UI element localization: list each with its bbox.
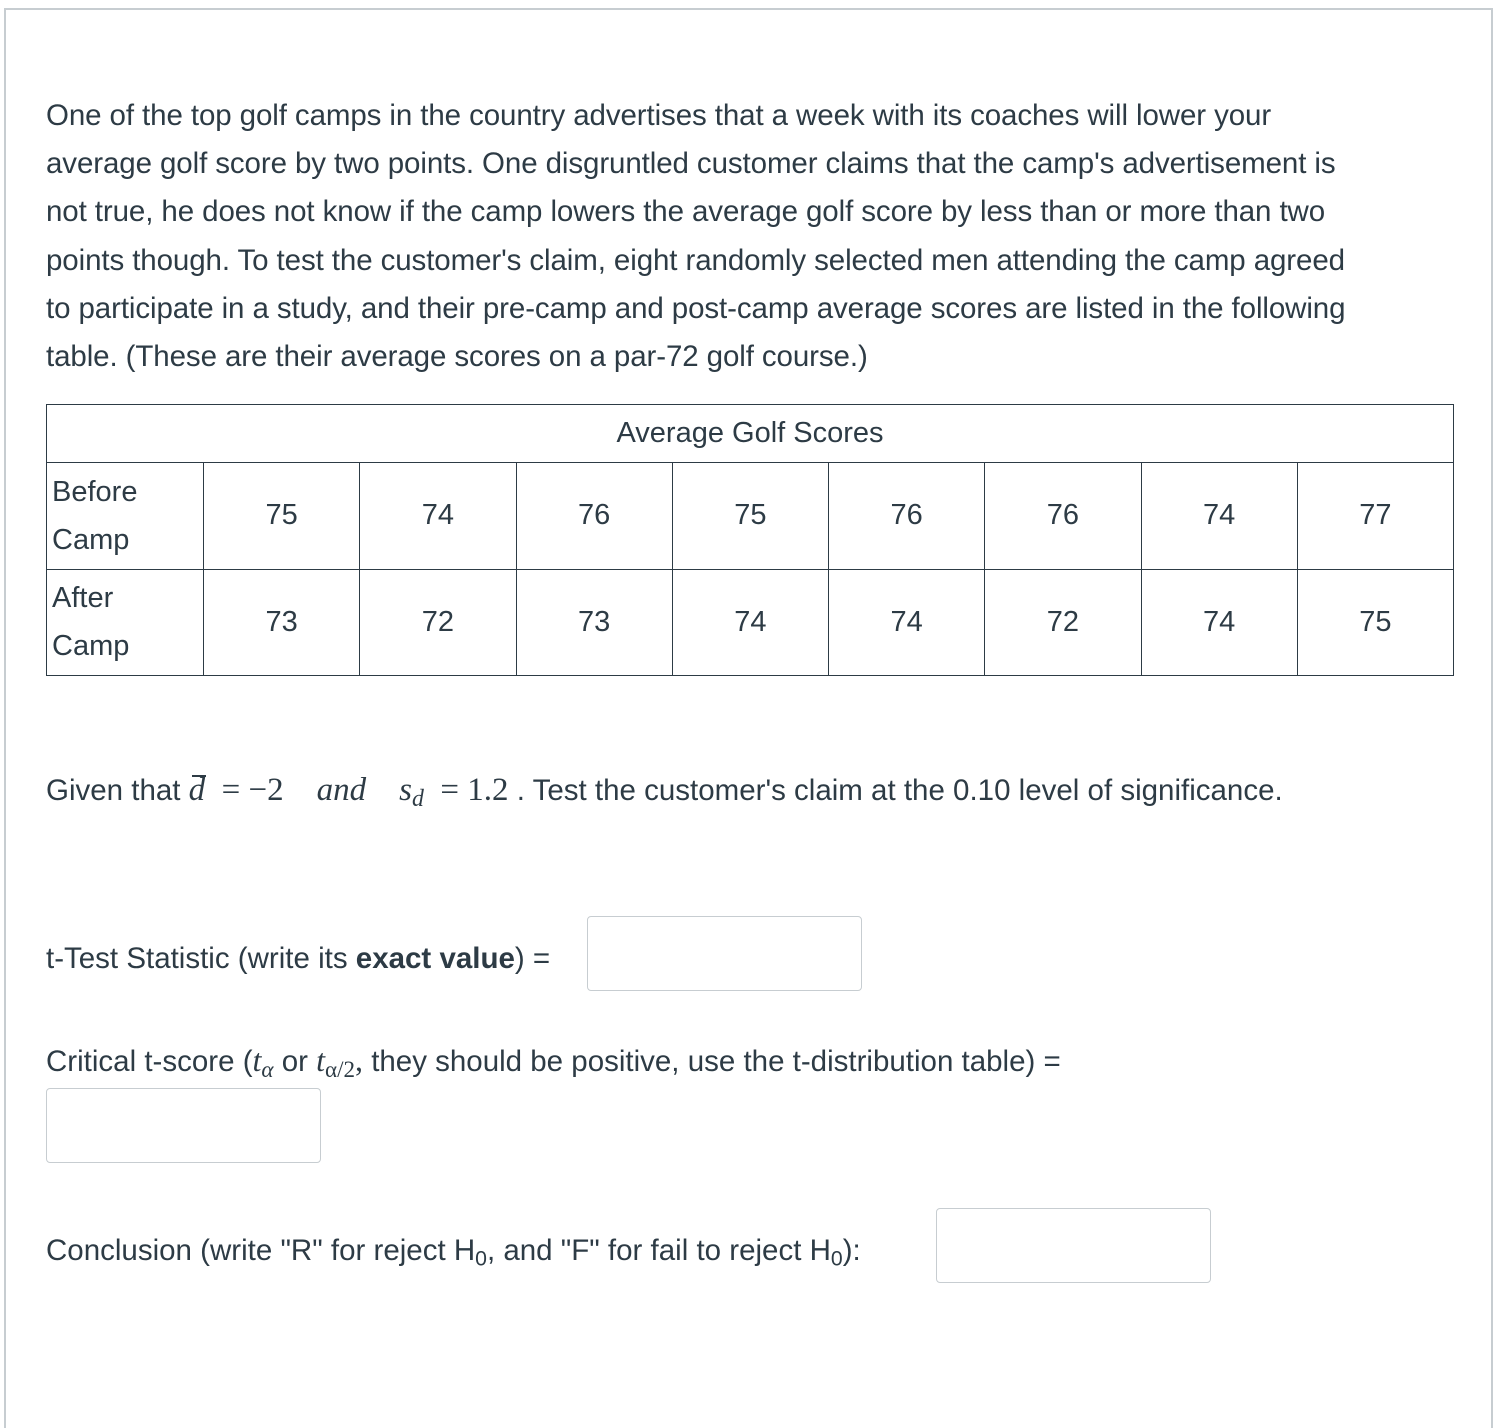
t-symbol: t bbox=[316, 1042, 326, 1078]
table-cell: 74 bbox=[1141, 569, 1297, 675]
alpha-subscript: α bbox=[261, 1055, 274, 1082]
table-cell: 73 bbox=[204, 569, 360, 675]
critical-t-label-suffix: they should be positive, use the t-distribution table) = bbox=[363, 1045, 1061, 1078]
table-cell: 72 bbox=[360, 569, 516, 675]
t-statistic-label-prefix: t-Test Statistic (write its bbox=[46, 942, 356, 975]
table-cell: 75 bbox=[204, 463, 360, 569]
conclusion-label-part1: Conclusion (write "R" for reject H bbox=[46, 1234, 476, 1267]
table-cell: 74 bbox=[360, 463, 516, 569]
t-statistic-label-bold: exact value bbox=[355, 942, 515, 975]
table-row-before bbox=[47, 463, 1454, 569]
conclusion-label-part2: , and "F" for fail to reject H bbox=[486, 1234, 831, 1267]
critical-t-label-prefix: Critical t-score ( bbox=[46, 1045, 253, 1078]
row-label-line: Camp bbox=[52, 523, 130, 556]
t-symbol: t bbox=[252, 1042, 262, 1078]
given-statement bbox=[46, 772, 1283, 813]
question-line: points though. To test the customer's claim, eight randomly selected men attending the camp agreed bbox=[46, 243, 1345, 277]
critical-t-half-math bbox=[316, 1042, 363, 1082]
conclusion-label bbox=[46, 1234, 861, 1271]
comma: , bbox=[355, 1042, 363, 1078]
row-label-line: Before bbox=[52, 475, 138, 508]
table-cell: 76 bbox=[516, 463, 672, 569]
table-cell: 72 bbox=[985, 569, 1141, 675]
table-cell: 73 bbox=[516, 569, 672, 675]
table-cell: 75 bbox=[672, 463, 828, 569]
t-statistic-label-suffix: ) = bbox=[514, 942, 551, 975]
alpha-half-subscript: α/2 bbox=[325, 1055, 355, 1082]
question-line: to participate in a study, and their pre-camp and post-camp average scores are listed in the following bbox=[46, 291, 1346, 325]
table-cell: 74 bbox=[672, 569, 828, 675]
row-label-before bbox=[47, 463, 204, 569]
or-word: or bbox=[273, 1045, 317, 1078]
sd-subscript: d bbox=[412, 785, 424, 812]
conclusion-label-part3: ): bbox=[842, 1234, 861, 1267]
table-cell: 76 bbox=[985, 463, 1141, 569]
table-cell: 77 bbox=[1297, 463, 1453, 569]
question-line: not true, he does not know if the camp lowers the average golf score by less than or more than two bbox=[46, 195, 1326, 229]
t-statistic-label bbox=[46, 942, 550, 976]
sd-symbol: s bbox=[399, 772, 413, 808]
table-cell: 74 bbox=[829, 569, 985, 675]
h0-subscript: 0 bbox=[475, 1246, 487, 1271]
and-word: and bbox=[316, 772, 367, 808]
question-line: One of the top golf camps in the country advertises that a week with its coaches will lower your bbox=[46, 99, 1272, 132]
row-label-line: After bbox=[52, 582, 114, 615]
critical-t-label bbox=[46, 1042, 1061, 1083]
given-prefix: Given that bbox=[46, 774, 189, 807]
critical-t-input[interactable] bbox=[46, 1088, 321, 1163]
sd-value: 1.2 bbox=[467, 772, 509, 808]
conclusion-input[interactable] bbox=[936, 1208, 1211, 1283]
table-row-after bbox=[47, 569, 1454, 675]
table-cell: 75 bbox=[1297, 569, 1453, 675]
question-line: table. (These are their average scores on a par-72 golf course.) bbox=[46, 340, 868, 374]
table-cell: 74 bbox=[1141, 463, 1297, 569]
given-math: d = −2 and $s_d = 1.2$ bbox=[188, 772, 509, 812]
table-cell: 76 bbox=[829, 463, 985, 569]
question-line: average golf score by two points. One disgruntled customer claims that the camp's advertisement is bbox=[46, 147, 1336, 181]
dbar-symbol: d bbox=[188, 772, 206, 808]
question-text bbox=[46, 92, 1456, 381]
critical-t-math bbox=[252, 1042, 274, 1082]
dbar-value: −2 bbox=[248, 772, 284, 808]
given-suffix: . Test the customer's claim at the 0.10 level of significance. bbox=[516, 774, 1283, 807]
row-label-after bbox=[47, 569, 204, 675]
t-statistic-input[interactable] bbox=[587, 916, 862, 991]
golf-scores-table bbox=[46, 404, 1454, 676]
h0-subscript: 0 bbox=[830, 1246, 843, 1271]
row-label-line: Camp bbox=[52, 630, 130, 663]
table-caption: Average Golf Scores bbox=[47, 405, 1454, 463]
